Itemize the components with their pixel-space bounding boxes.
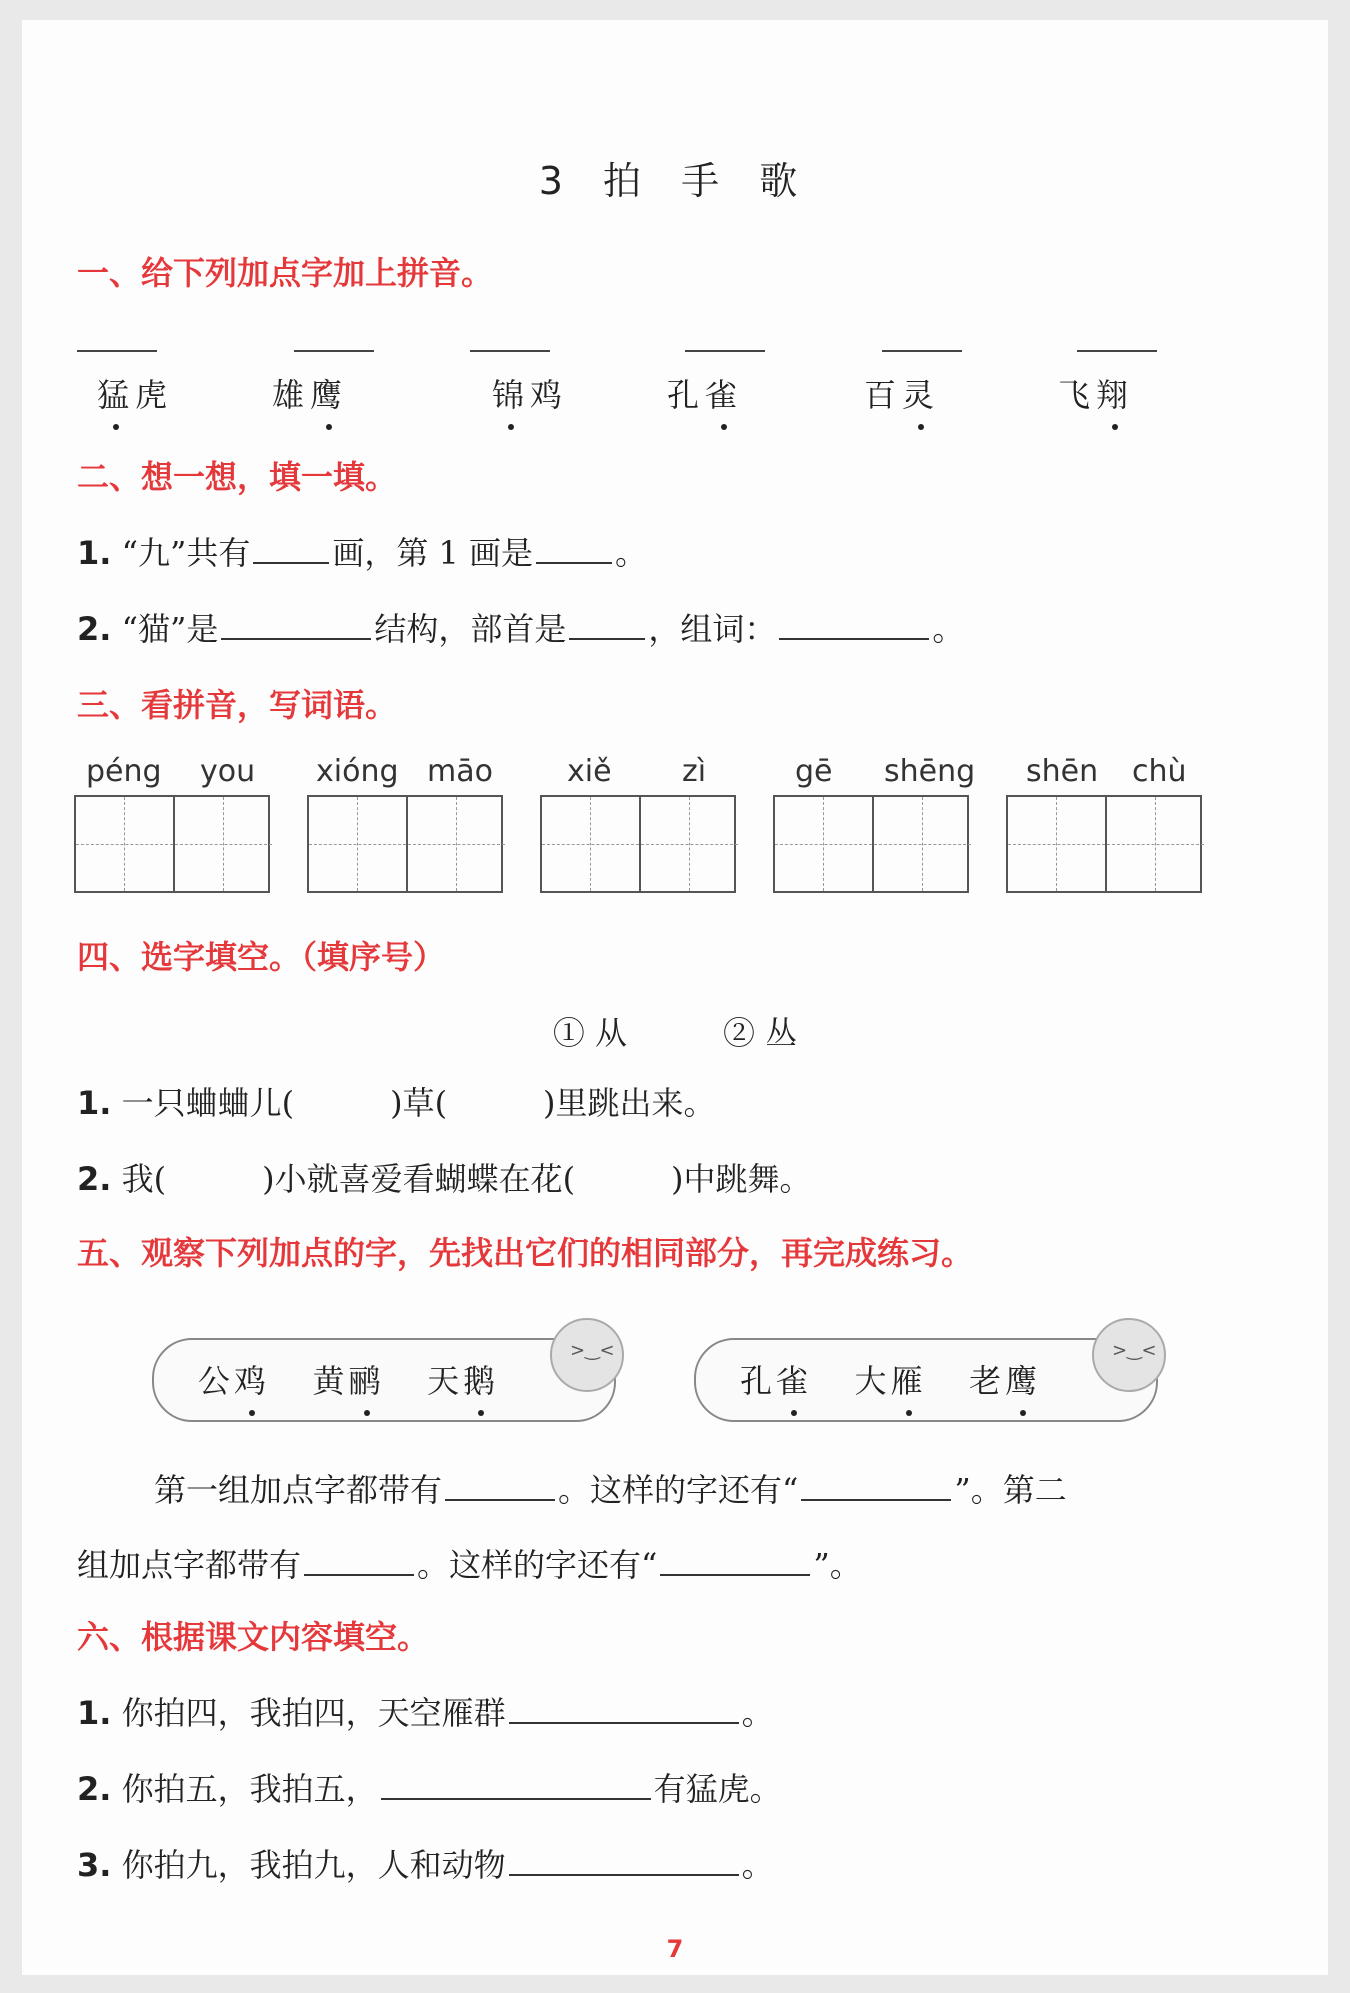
question-number: 1. [77,1084,112,1122]
pinyin: chù [1132,754,1187,789]
writing-grid-3[interactable] [540,795,736,893]
text: “猫”是 [121,610,219,648]
answer-blank[interactable] [253,534,329,564]
char: 大 [854,1362,891,1400]
text: 。 [741,1846,774,1884]
pinyin: shēn [1026,754,1099,789]
writing-grid-4[interactable] [773,795,969,893]
text: ，组词： [648,610,777,648]
dotted-char: 雁 [891,1356,927,1402]
pinyin-blank-3[interactable] [470,350,550,352]
answer-blank[interactable] [221,610,371,640]
answer-blank[interactable] [536,534,612,564]
dotted-char: 鸡 [234,1356,270,1402]
text: 第一组加点字都带有 [154,1471,443,1509]
pinyin: zì [682,754,707,789]
word-banner-2 [694,1338,1158,1422]
char: 老 [969,1362,1006,1400]
char: 飞 [1058,376,1097,414]
text: 。 [615,534,648,572]
dotted-char: 鹅 [463,1356,499,1402]
answer-blank[interactable] [801,1471,951,1501]
banner-words [198,1356,499,1402]
dotted-char: 锦 [492,370,530,416]
answer-blank[interactable] [569,610,645,640]
dotted-char: 鹂 [349,1356,385,1402]
dotted-char: 猛 [97,370,135,416]
writing-grid-5[interactable] [1006,795,1202,893]
s2-question-2 [77,604,964,650]
s6-question-1 [77,1688,774,1734]
question-number: 1. [77,534,112,572]
answer-blank[interactable] [509,1846,739,1876]
question-number: 3. [77,1846,112,1884]
word-banner-1 [152,1338,616,1422]
question-number: 1. [77,1694,112,1732]
pinyin-blank-5[interactable] [882,350,962,352]
dotted-char: 灵 [902,370,940,416]
pinyin: māo [427,754,493,789]
dotted-char: 雀 [776,1356,812,1402]
text: 有猛虎。 [653,1770,782,1808]
char: 天 [427,1362,464,1400]
section-5-heading: 五、观察下列加点的字，先找出它们的相同部分，再完成练习。 [77,1234,974,1272]
char: 孔 [667,376,706,414]
answer-blank[interactable] [509,1694,739,1724]
answer-blank[interactable] [779,610,929,640]
section-1-heading: 一、给下列加点字加上拼音。 [77,254,494,292]
balloon-face: >‿< [1112,1340,1157,1361]
pinyin-blank-4[interactable] [685,350,765,352]
s6-question-2 [77,1764,782,1810]
pinyin: péng [86,754,162,789]
pinyin-blank-6[interactable] [1077,350,1157,352]
answer-blank[interactable] [660,1546,810,1576]
question-number: 2. [77,1770,112,1808]
dotted-char: 鹰 [1005,1356,1041,1402]
writing-grid-2[interactable] [307,795,503,893]
section-2-heading: 二、想一想，填一填。 [77,458,398,496]
s4-question-1 [77,1078,716,1124]
text: “九”共有 [121,534,251,572]
balloon-icon [550,1318,624,1392]
pinyin: xióng [316,754,399,789]
word-kongque [667,370,743,416]
word-menghu [97,370,173,416]
pinyin: shēng [884,754,976,789]
answer-blank[interactable] [304,1546,414,1576]
text: 。这样的字还有“ [558,1471,799,1509]
section-3-heading: 三、看拼音，写词语。 [77,686,398,724]
s5-line-1 [154,1465,1067,1511]
text: 你拍五，我拍五， [121,1770,378,1808]
text: 你拍四，我拍四，天空雁群 [121,1694,506,1732]
text: 一只蛐蛐儿( )草( )里跳出来。 [121,1084,716,1122]
word-jinji [492,370,568,416]
pinyin-blank-2[interactable] [294,350,374,352]
pinyin: xiě [567,754,612,789]
section-6-heading: 六、根据课文内容填空。 [77,1618,430,1656]
question-number: 2. [77,610,112,648]
dotted-char: 雀 [705,370,743,416]
page-title: 3 拍 手 歌 [538,159,812,203]
writing-grid-1[interactable] [74,795,270,893]
answer-blank[interactable] [381,1770,651,1800]
char: 黄 [312,1362,349,1400]
choice-options: ① 从 ② 丛 [552,1014,798,1052]
word-bailing [864,370,940,416]
s6-question-3 [77,1840,774,1886]
worksheet-page [22,20,1328,1975]
word-xiongying [272,370,348,416]
page-number: 7 [666,1935,684,1963]
char: 鸡 [530,376,569,414]
dotted-char: 鹰 [310,370,348,416]
balloon-face: >‿< [570,1340,615,1361]
s4-question-2 [77,1154,812,1200]
text: 组加点字都带有 [77,1546,302,1584]
text: 结构，部首是 [374,610,567,648]
question-number: 2. [77,1160,112,1198]
text: 。 [932,610,965,648]
char: 孔 [740,1362,777,1400]
text: ”。第二 [954,1471,1067,1509]
char: 百 [864,376,903,414]
balloon-icon [1092,1318,1166,1392]
text: 我( )小就喜爱看蝴蝶在花( )中跳舞。 [121,1160,812,1198]
dotted-char: 翔 [1096,370,1134,416]
text: 。这样的字还有“ [417,1546,658,1584]
s5-line-2 [77,1540,862,1586]
banner-words [740,1356,1041,1402]
pinyin: gē [795,754,833,789]
pinyin-blank-1[interactable] [77,350,157,352]
answer-blank[interactable] [445,1471,555,1501]
char: 虎 [135,376,174,414]
char: 雄 [272,376,311,414]
section-4-heading: 四、选字填空。（填序号） [77,938,446,976]
text: 画，第 1 画是 [332,534,534,572]
text: 。 [741,1694,774,1732]
pinyin: you [200,754,256,789]
char: 公 [198,1362,235,1400]
text: ”。 [813,1546,862,1584]
word-feixiang [1058,370,1134,416]
s2-question-1 [77,528,647,574]
text: 你拍九，我拍九，人和动物 [121,1846,506,1884]
